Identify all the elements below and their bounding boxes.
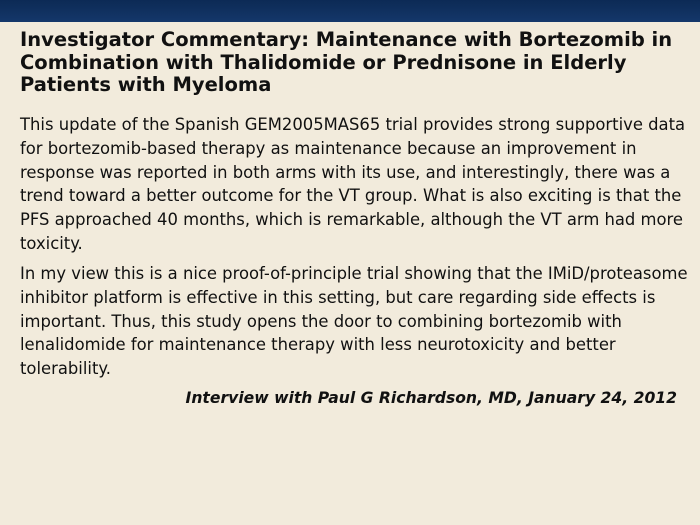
interview-attribution: Interview with Paul G Richardson, MD, January 24, 2012: [185, 389, 677, 407]
commentary-paragraph-1: This update of the Spanish GEM2005MAS65 trial provides strong supportive data for bortezomib-based therapy as maintenance because an improvement in response was reported in both arms with its use, and interestingly, there was a trend toward a better outcome for the VT group. What is also exciting is that the PFS approached 40 months, which is remarkable, although the VT arm had more toxicity.: [20, 115, 686, 253]
header-bar: [0, 0, 700, 22]
commentary-paragraph-2: In my view this is a nice proof-of-principle trial showing that the IMiD/proteasome inhibitor platform is effective in this setting, but care regarding side effects is important. Thus, this study opens the door to combining bortezomib with lenalidomide for maintenance therapy with less neurotoxicity and better tolerability.: [20, 264, 688, 379]
slide-title: Investigator Commentary: Maintenance with Bortezomib in Combination with Thalidomide or Prednisone in Elderly Patients with Myeloma: [20, 28, 673, 96]
